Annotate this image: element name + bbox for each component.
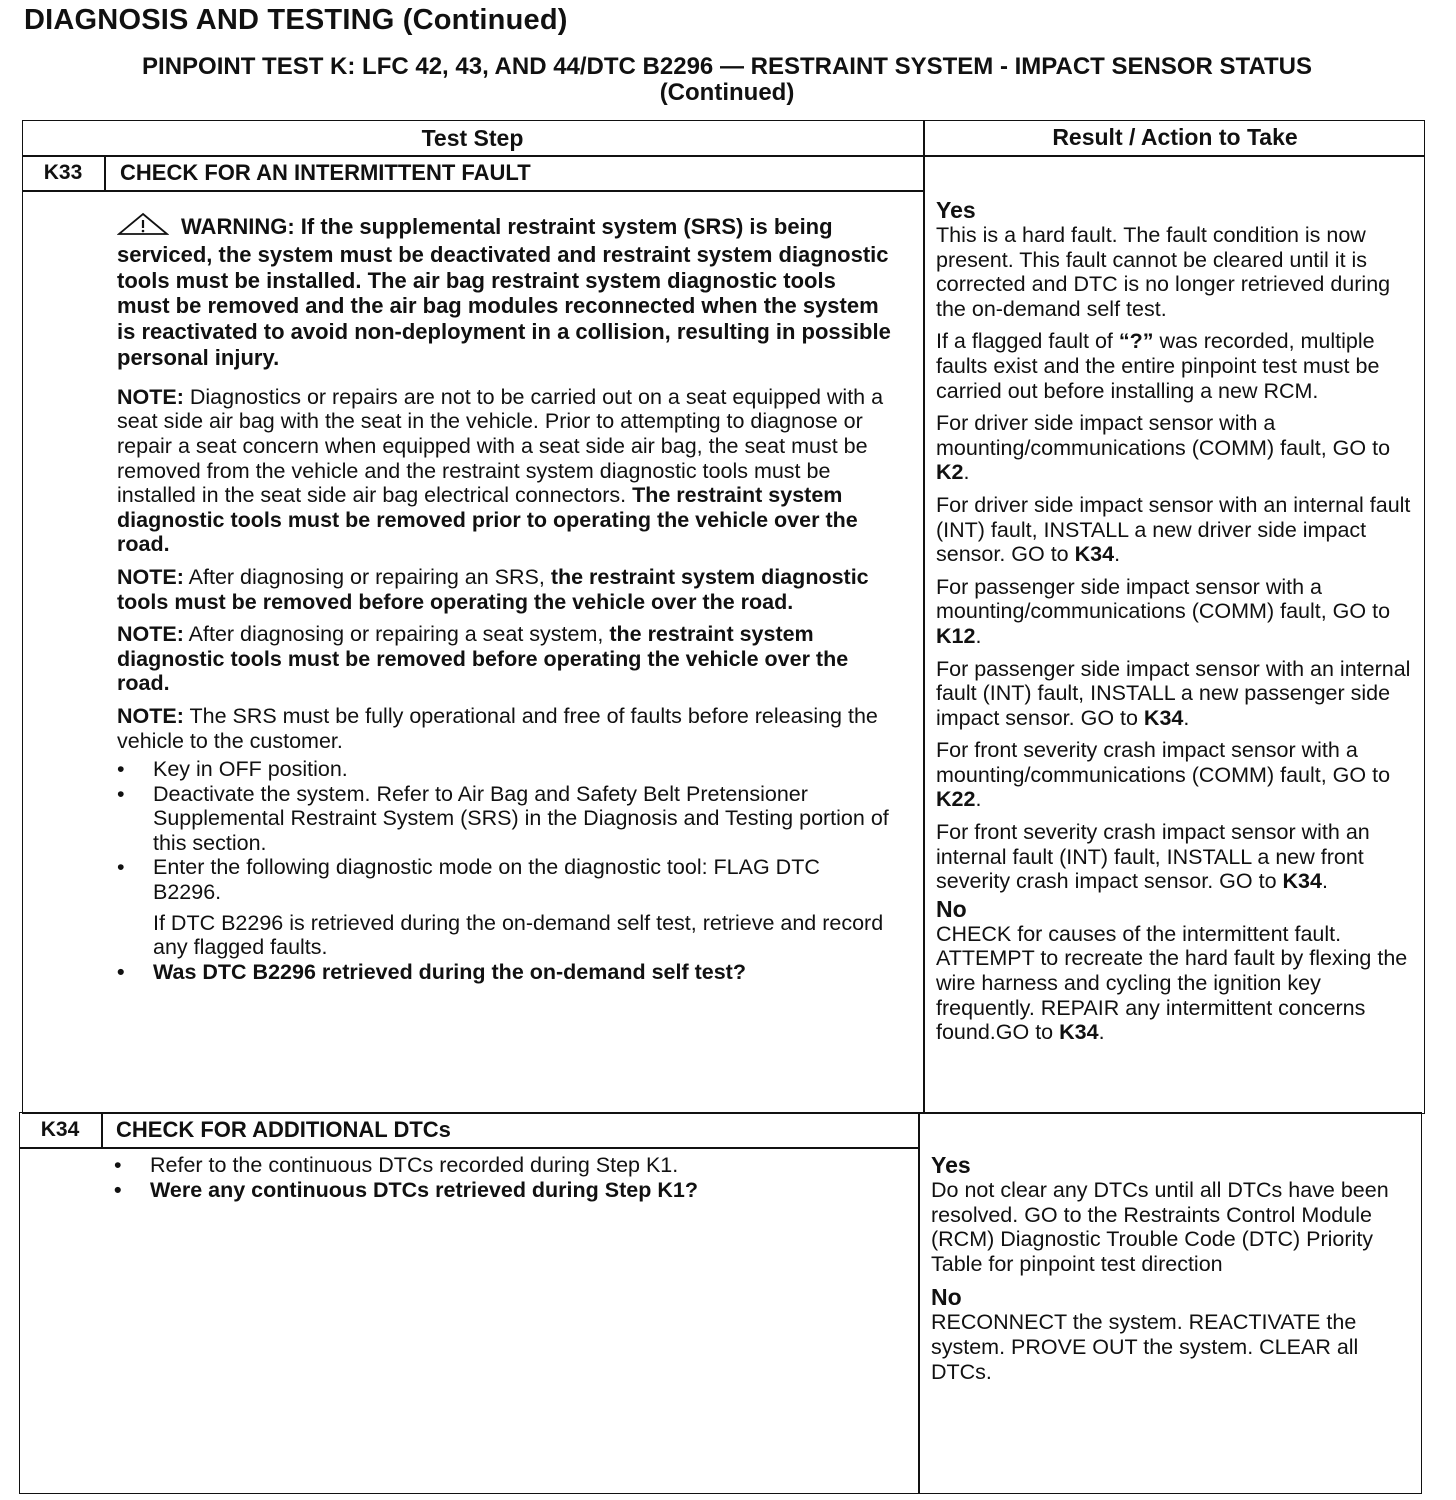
step-reference[interactable]: K34 (1143, 705, 1184, 730)
text-run: If a flagged fault of (936, 329, 1119, 354)
pinpoint-test-title (22, 54, 1432, 106)
step-reference[interactable]: K2 (936, 460, 964, 485)
column-divider (918, 1112, 920, 1494)
result-paragraph (936, 820, 1418, 894)
note-2-bold: the restraint system diagnostic tools must be removed before operating the vehicle over the road. (117, 564, 869, 614)
test-title-line1: PINPOINT TEST K: LFC 42, 43, AND 44/DTC B2296 — RESTRAINT SYSTEM - IMPACT SENSOR STATUS (142, 53, 1312, 80)
step-reference[interactable]: K34 (1074, 542, 1115, 567)
note-4-text: The SRS must be fully operational and free of faults before releasing the vehicle to the customer. (117, 703, 878, 753)
result-paragraph: Do not clear any DTCs until all DTCs have been resolved. GO to the Restraints Control Module (RCM) Diagnostic Trouble Code (DTC) Priority Table for pinpoint test direction (931, 1178, 1389, 1276)
text-run: . (975, 787, 982, 812)
column-header-test-step: Test Step (421, 125, 524, 151)
result-paragraph (936, 657, 1418, 731)
step-id-divider (104, 155, 106, 191)
test-title-line2: (Continued) (659, 79, 795, 106)
page-title: DIAGNOSIS AND TESTING (Continued) (24, 4, 568, 36)
bullet-icon: • (114, 1153, 122, 1177)
text-run: For front severity crash impact sensor with an internal fault (INT) fault, INSTALL a new front severity crash impact sensor. GO to (936, 820, 1370, 894)
k33-result-body (936, 197, 1418, 1053)
note-1-bold: The restraint system diagnostic tools must be removed prior to operating the vehicle over the road. (117, 483, 858, 557)
k34-test-step-body (114, 1153, 894, 1202)
note-label: NOTE: (117, 564, 184, 589)
text-run: . (1183, 705, 1190, 730)
yes-label: Yes (936, 197, 976, 223)
result-paragraph (936, 411, 1418, 485)
list-item (117, 782, 892, 856)
text-run: . (1321, 869, 1328, 894)
no-label: No (936, 895, 967, 922)
text-run: was recorded, multiple faults exist and the entire pinpoint test must be carried out before installing a new RCM. (936, 329, 1380, 403)
list-item (117, 960, 892, 985)
note-3-bold: the restraint system diagnostic tools must be removed before operating the vehicle over the road. (117, 622, 849, 696)
list-item-text: Key in OFF position. (153, 757, 348, 782)
list-item (117, 855, 892, 959)
k34-title-divider (19, 1147, 919, 1149)
step-title-k33: CHECK FOR AN INTERMITTENT FAULT (120, 160, 531, 185)
step-reference[interactable]: K34 (1059, 1020, 1099, 1045)
note-3-text: After diagnosing or repairing a seat system, (183, 622, 610, 647)
warning-text: WARNING: If the supplemental restraint system (SRS) is being serviced, the system must be deactivated and restraint system diagnostic tools must be installed. The air bag restraint system diagnostic tools must be removed and the air bag modules reconnected when the system is reactivated to avoid non-deployment in a collision, resulting in possible personal injury. (117, 214, 891, 370)
yes-label: Yes (931, 1152, 971, 1178)
result-paragraph (936, 922, 1418, 1045)
text-run: . (1098, 1020, 1105, 1045)
text-run: “?” (1118, 329, 1154, 354)
bullet-icon: • (117, 757, 125, 782)
result-paragraph: This is a hard fault. The fault condition is now present. This fault cannot be cleared until it is corrected and DTC is no longer retrieved during the on-demand self test. (936, 223, 1391, 321)
column-header-result: Result / Action to Take (1052, 124, 1298, 150)
header-divider (22, 155, 1425, 157)
step-title-k34: CHECK FOR ADDITIONAL DTCs (116, 1117, 451, 1142)
text-run: CHECK for causes of the intermittent fault. ATTEMPT to recreate the hard fault by flexing the wire harness and cycling the ignition key frequently. REPAIR any intermittent concerns found.GO to (936, 921, 1408, 1045)
k34-result-body (931, 1152, 1417, 1392)
note-1-text: Diagnostics or repairs are not to be carried out on a seat equipped with a seat side air bag with the seat in the vehicle. Prior to attempting to diagnose or repair a seat concern when equipped with a seat side air bag, the seat must be removed from the vehicle and the restraint system diagnostic tools must be installed in the seat side air bag electrical connectors. (117, 384, 884, 508)
bullet-icon: • (114, 1177, 122, 1202)
step-reference[interactable]: K34 (1282, 869, 1322, 894)
note-label: NOTE: (117, 703, 184, 728)
text-run: . (963, 460, 970, 485)
k33-test-step-body (117, 212, 892, 984)
note-4 (117, 704, 892, 753)
bullet-icon: • (117, 855, 125, 880)
result-paragraph (936, 738, 1418, 812)
note-3 (117, 622, 892, 696)
step-id-k33: K33 (43, 161, 83, 184)
bullet-icon: • (117, 959, 125, 984)
result-paragraph (936, 493, 1418, 567)
list-item-text: Deactivate the system. Refer to Air Bag and Safety Belt Pretensioner Supplemental Restraint System (SRS) in the Diagnosis and Testing portion of this section. (153, 781, 889, 855)
k34-step-list (114, 1153, 894, 1202)
k33-title-divider (22, 190, 924, 192)
warning-paragraph (117, 212, 892, 371)
bullet-icon: • (117, 781, 125, 806)
list-item-text: Was DTC B2296 retrieved during the on-demand self test? (153, 959, 746, 984)
text-run: For passenger side impact sensor with a mounting/communications (COMM) fault, GO to (936, 574, 1391, 624)
text-run: For driver side impact sensor with an internal fault (INT) fault, INSTALL a new driver side impact sensor. GO to (936, 492, 1411, 567)
indent-text: If DTC B2296 is retrieved during the on-demand self test, retrieve and record any flagged faults. (153, 910, 884, 960)
text-run: For passenger side impact sensor with an internal fault (INT) fault, INSTALL a new passenger side impact sensor. GO to (936, 656, 1411, 730)
warning-triangle-icon (117, 212, 169, 242)
list-item (114, 1153, 894, 1178)
step-reference[interactable]: K22 (936, 787, 976, 812)
text-run: For driver side impact sensor with a mounting/communications (COMM) fault, GO to (936, 411, 1391, 460)
list-item-text: Enter the following diagnostic mode on the diagnostic tool: FLAG DTC B2296. (153, 855, 820, 905)
column-divider (923, 120, 925, 1114)
result-paragraph (936, 329, 1418, 403)
note-2-text: After diagnosing or repairing an SRS, (183, 564, 551, 589)
text-run: . (975, 623, 982, 648)
text-run: . (1114, 542, 1121, 567)
note-label: NOTE: (117, 622, 184, 647)
list-item-text: Refer to the continuous DTCs recorded during Step K1. (150, 1153, 679, 1177)
k33-step-list (117, 757, 892, 984)
list-item-text: Were any continuous DTCs retrieved during Step K1? (150, 1177, 698, 1202)
list-item (117, 757, 892, 782)
no-label: No (931, 1284, 962, 1311)
result-paragraph: RECONNECT the system. REACTIVATE the system. PROVE OUT the system. CLEAR all DTCs. (931, 1310, 1359, 1384)
note-label: NOTE: (117, 384, 184, 409)
text-run: For front severity crash impact sensor with a mounting/communications (COMM) fault, GO to (936, 738, 1391, 787)
step-id-k34: K34 (40, 1118, 80, 1141)
step-id-divider (101, 1112, 103, 1148)
note-1 (117, 385, 892, 557)
result-paragraph (936, 575, 1418, 649)
step-reference[interactable]: K12 (936, 623, 976, 648)
list-item (114, 1178, 894, 1203)
note-2 (117, 565, 892, 614)
